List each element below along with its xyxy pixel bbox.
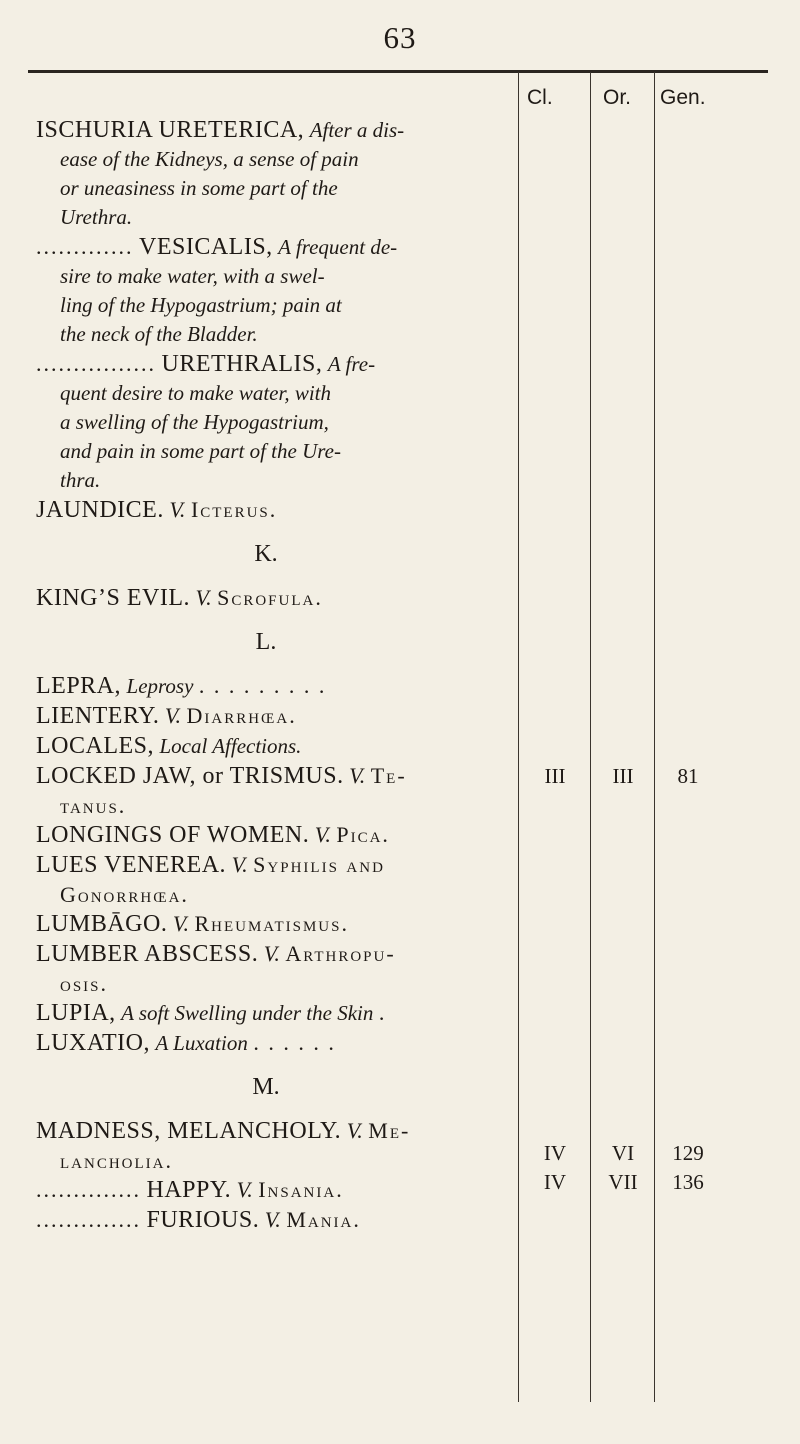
entry-happy: [36, 1175, 516, 1205]
luxatio-order: VII: [608, 1170, 638, 1194]
entry-lientery: [36, 701, 516, 731]
leader-dots: . . . . . .: [253, 1030, 336, 1055]
see-reference: V.: [346, 1118, 363, 1143]
entry-lepra: [36, 671, 516, 701]
cross-reference-target: Te-: [370, 763, 407, 788]
see-reference: V.: [236, 1177, 253, 1202]
entry-head: LIENTERY.: [36, 703, 160, 729]
entry-head: KING’S EVIL.: [36, 585, 190, 611]
lupia-genus: 129: [672, 1141, 704, 1165]
leader-dots: .: [378, 1000, 387, 1025]
section-letter-l: L.: [255, 629, 277, 655]
lupia-order: VI: [611, 1141, 635, 1165]
cross-reference-target: osis.: [60, 971, 109, 996]
see-reference: V.: [264, 1207, 281, 1232]
entry-jaundice: [36, 495, 516, 525]
lepra-order: III: [612, 764, 634, 788]
cross-reference-target: Me-: [368, 1118, 411, 1143]
entry-head: LUMBĀGO.: [36, 911, 168, 937]
entry-definition: A soft Swelling under the Skin: [121, 1001, 374, 1025]
cross-reference-target: Rheumatismus.: [194, 911, 349, 936]
entry-furious: [36, 1205, 516, 1235]
cross-reference-target: Gonorrhœa.: [60, 882, 189, 907]
entry-head: LOCKED JAW, or TRISMUS.: [36, 763, 344, 789]
luxatio-genus: 136: [672, 1170, 704, 1194]
entry-definition: ling of the Hypogastrium; pain at: [60, 293, 342, 317]
see-reference: V.: [349, 763, 366, 788]
cross-reference-target: lancholia.: [60, 1148, 173, 1173]
entry-head: JAUNDICE.: [36, 497, 164, 523]
entry-longings-of-women: [36, 820, 516, 850]
entry-definition: ease of the Kidneys, a sense of pain: [60, 147, 359, 171]
cross-reference-target: Insania.: [258, 1177, 344, 1202]
entry-definition: a swelling of the Hypogastrium,: [60, 410, 329, 434]
entry-kings-evil: [36, 583, 516, 613]
cross-reference-target: Pica.: [336, 822, 390, 847]
entry-lumbago: [36, 909, 516, 939]
column-divider-cl: [518, 72, 519, 1402]
entry-definition: A frequent de-: [278, 235, 398, 259]
see-reference: V.: [169, 497, 186, 522]
entry-head: LUES VENEREA.: [36, 852, 227, 878]
entry-lues-venerea: [36, 850, 516, 909]
luxatio-class: IV: [543, 1170, 567, 1194]
cross-reference-target: Diarrhœa.: [186, 703, 297, 728]
column-header-cl: Cl.: [527, 86, 553, 109]
leader-dots: . . . . . . . . .: [198, 673, 327, 698]
column-divider-or: [590, 72, 591, 1402]
entry-head: URETHRALIS,: [161, 351, 323, 377]
column-divider-gen: [654, 72, 655, 1402]
leader-dots: ................: [36, 351, 156, 376]
see-reference: V.: [314, 822, 331, 847]
see-reference: V.: [263, 941, 280, 966]
entry-list: [36, 115, 516, 1235]
lepra-genus: 81: [677, 764, 699, 788]
entry-definition: quent desire to make water, with: [60, 381, 332, 405]
leader-dots: ..............: [36, 1207, 141, 1232]
entry-urethralis: [36, 349, 516, 495]
leader-dots: .............: [36, 234, 134, 259]
section-letter-k: K.: [254, 541, 278, 567]
entry-head: FURIOUS.: [146, 1207, 260, 1233]
see-reference: V.: [231, 852, 248, 877]
entry-vesicalis: [36, 232, 516, 349]
entry-madness-melancholy: [36, 1116, 516, 1175]
entry-head: HAPPY.: [146, 1177, 232, 1203]
leader-dots: ..............: [36, 1177, 141, 1202]
entry-locales: [36, 731, 516, 761]
entry-definition: Urethra.: [60, 205, 133, 229]
entry-head: VESICALIS,: [139, 234, 273, 260]
entry-head: ISCHURIA URETERICA,: [36, 117, 305, 143]
entry-locked-jaw: [36, 761, 516, 820]
entry-head: LUPIA,: [36, 1000, 116, 1026]
entry-head: LEPRA,: [36, 673, 122, 699]
entry-definition: Local Affections.: [159, 734, 302, 758]
entry-definition: thra.: [60, 468, 101, 492]
cross-reference-target: Arthropu-: [285, 941, 396, 966]
entry-definition: or uneasiness in some part of the: [60, 176, 338, 200]
entry-definition: Leprosy: [126, 674, 194, 698]
cross-reference-target: Mania.: [286, 1207, 361, 1232]
entry-definition: A fre-: [327, 352, 376, 376]
entry-definition: After a dis-: [309, 118, 405, 142]
entry-head: LUMBER ABSCESS.: [36, 941, 259, 967]
entry-lumber-abscess: [36, 939, 516, 998]
cross-reference-target: Syphilis and: [253, 852, 385, 877]
page-number: 63: [383, 20, 417, 55]
entry-lupia: [36, 998, 516, 1028]
see-reference: V.: [172, 911, 189, 936]
section-letter-m: M.: [252, 1074, 280, 1100]
see-reference: V.: [195, 585, 212, 610]
top-rule: [28, 70, 768, 73]
entry-head: LUXATIO,: [36, 1030, 150, 1056]
lepra-class: III: [544, 764, 566, 788]
cross-reference-target: Scrofula.: [217, 585, 323, 610]
see-reference: V.: [164, 703, 181, 728]
entry-definition: the neck of the Bladder.: [60, 322, 258, 346]
lupia-class: IV: [543, 1141, 567, 1165]
entry-luxatio: [36, 1028, 516, 1058]
entry-definition: sire to make water, with a swel-: [60, 264, 325, 288]
entry-definition: A Luxation: [155, 1031, 248, 1055]
cross-reference-target: tanus.: [60, 793, 127, 818]
entry-definition: and pain in some part of the Ure-: [60, 439, 341, 463]
cross-reference-target: Icterus.: [190, 497, 278, 522]
entry-ischuria-uretherica: [36, 115, 516, 232]
entry-head: LONGINGS OF WOMEN.: [36, 822, 310, 848]
entry-head: MADNESS, MELANCHOLY.: [36, 1118, 342, 1144]
column-header-gen: Gen.: [660, 86, 706, 109]
entry-head: LOCALES,: [36, 733, 154, 759]
column-header-or: Or.: [603, 86, 632, 109]
